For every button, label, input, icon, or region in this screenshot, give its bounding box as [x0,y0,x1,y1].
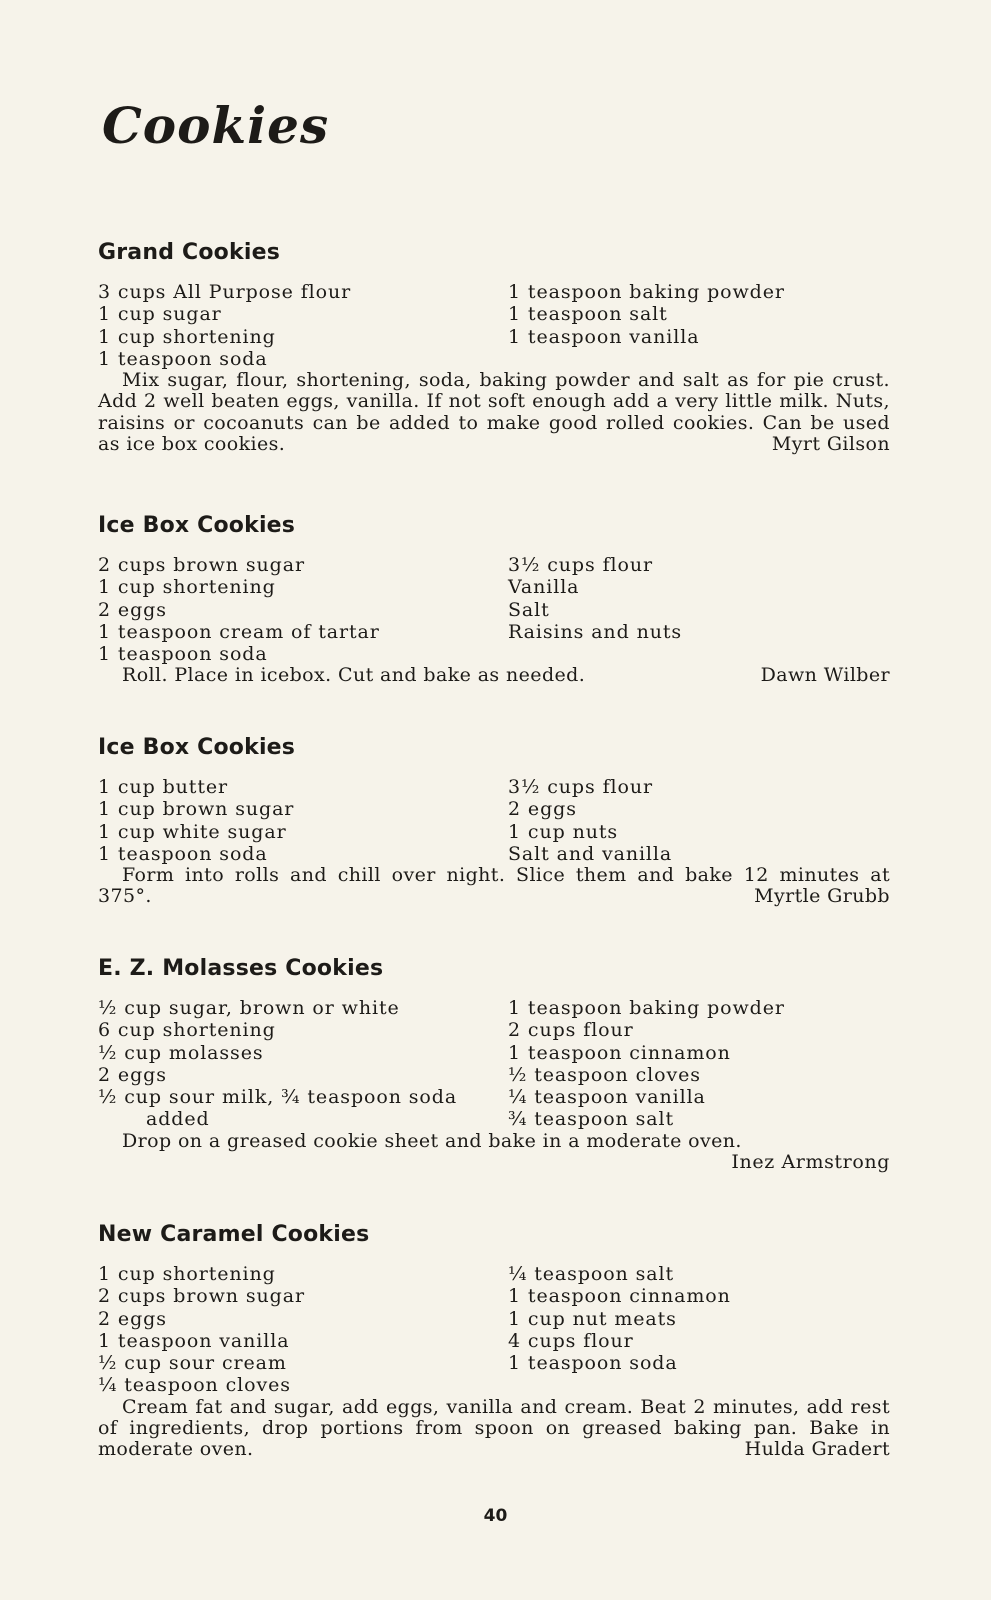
recipe-title: Ice Box Cookies [98,735,296,760]
ingredient: 1 cup brown sugar [98,798,295,821]
ingredient: 1 teaspoon soda [508,1352,678,1375]
recipe-directions-text: Cream fat and sugar, add eggs, vanilla and cream. Beat 2 minutes, add rest of ingredients, drop portions from spoon on greased baking pan. Bake in moderate oven. [98,1395,890,1461]
recipe-title: Ice Box Cookies [98,513,296,538]
ingredient: 1 cup butter [98,776,229,798]
ingredient: 4 cups flour [508,1329,634,1352]
ingredient: ½ cup sugar, brown or white [98,997,400,1019]
recipe-author: Myrt Gilson [771,433,890,456]
recipe-directions-text: Roll. Place in icebox. Cut and bake as needed. [122,664,586,687]
ingredient: 6 cup shortening [98,1019,276,1042]
ingredient: 1 teaspoon cinnamon [508,1285,731,1308]
recipe-author: Hulda Gradert [744,1438,890,1461]
page-number: 40 [483,1506,508,1526]
ingredient: 1 cup shortening [98,1263,276,1285]
recipe-ice-box-cookies-2 [98,735,890,908]
page-title: Cookies [102,96,330,155]
recipe-author: Dawn Wilber [760,664,890,687]
ingredient: 1 teaspoon soda [98,842,268,865]
ingredient: 1 teaspoon vanilla [508,325,700,348]
ingredient: 3 cups All Purpose flour [98,281,352,303]
ingredient: 1 cup shortening [98,325,276,348]
ingredient: ½ cup sour cream [98,1352,287,1375]
ingredient: 2 cups brown sugar [98,1285,305,1308]
ingredient: ½ cup sour milk, ¾ teaspoon soda [98,1086,458,1109]
recipe-directions [98,665,890,686]
ingredient: 1 cup nut meats [508,1307,677,1330]
ingredient: 2 eggs [98,1063,167,1086]
ingredient: 1 teaspoon soda [98,643,268,666]
recipe-title: New Caramel Cookies [98,1222,370,1247]
ingredient: 2 cups brown sugar [98,554,305,576]
ingredient: ¼ teaspoon salt [508,1263,675,1285]
ingredient: ¼ teaspoon cloves [98,1374,291,1397]
ingredient: 1 teaspoon salt [508,303,668,326]
ingredient: 1 teaspoon baking powder [508,281,785,303]
recipe-directions [98,865,890,908]
ingredient-list [98,776,890,865]
ingredient: 2 cups flour [508,1019,634,1042]
recipe-directions [98,1397,890,1461]
ingredient: 1 teaspoon baking powder [508,997,785,1019]
ingredient: ½ cup molasses [98,1041,264,1064]
ingredient: ¼ teaspoon vanilla [508,1086,706,1109]
ingredient: ¾ teaspoon salt [508,1108,675,1131]
ingredient: Salt and vanilla [508,842,673,865]
ingredient-list [98,281,890,370]
ingredient: 2 eggs [98,1307,167,1330]
ingredient: 1 cup nuts [508,820,619,843]
recipe-author: Inez Armstrong [731,1151,890,1174]
recipe-title: E. Z. Molasses Cookies [98,956,384,981]
ingredient: 3½ cups flour [508,554,653,576]
ingredient-list [98,554,890,665]
ingredient-list [98,997,890,1131]
ingredient: 1 teaspoon cream of tartar [98,620,380,643]
ingredient: 1 teaspoon vanilla [98,1329,290,1352]
ingredient: added [146,1108,210,1131]
ingredient-list [98,1263,890,1397]
recipe-ice-box-cookies-1 [98,513,890,687]
ingredient: 1 cup white sugar [98,820,287,843]
ingredient: Raisins and nuts [508,620,683,643]
ingredient: 2 eggs [98,598,167,621]
ingredient: ½ teaspoon cloves [508,1063,701,1086]
recipe-new-caramel-cookies [98,1222,890,1461]
recipe-ez-molasses-cookies [98,956,890,1173]
recipe-directions: Drop on a greased cookie sheet and bake in a moderate oven. [122,1129,742,1152]
ingredient: 1 teaspoon cinnamon [508,1041,731,1064]
recipe-directions [98,370,890,455]
recipe-title: Grand Cookies [98,240,280,265]
ingredient: 1 cup shortening [98,576,276,599]
ingredient: Salt [508,598,550,621]
ingredient: 2 eggs [508,798,577,821]
ingredient: 3½ cups flour [508,776,653,798]
ingredient: 1 teaspoon soda [98,347,268,370]
recipe-author: Myrtle Grubb [754,885,890,908]
recipe-grand-cookies [98,240,890,455]
ingredient: 1 cup sugar [98,303,222,326]
recipe-directions-text: Mix sugar, flour, shortening, soda, baking powder and salt as for pie crust. Add 2 well beaten eggs, vanilla. If not soft enough add a very little milk. Nuts, raisins or cocoanuts can be added to make good rolled cookies. Can be used as ice box cookies. [98,369,890,456]
recipe-directions-text: Form into rolls and chill over night. Slice them and bake 12 minutes at 375°. [98,864,890,908]
ingredient: Vanilla [508,576,580,599]
